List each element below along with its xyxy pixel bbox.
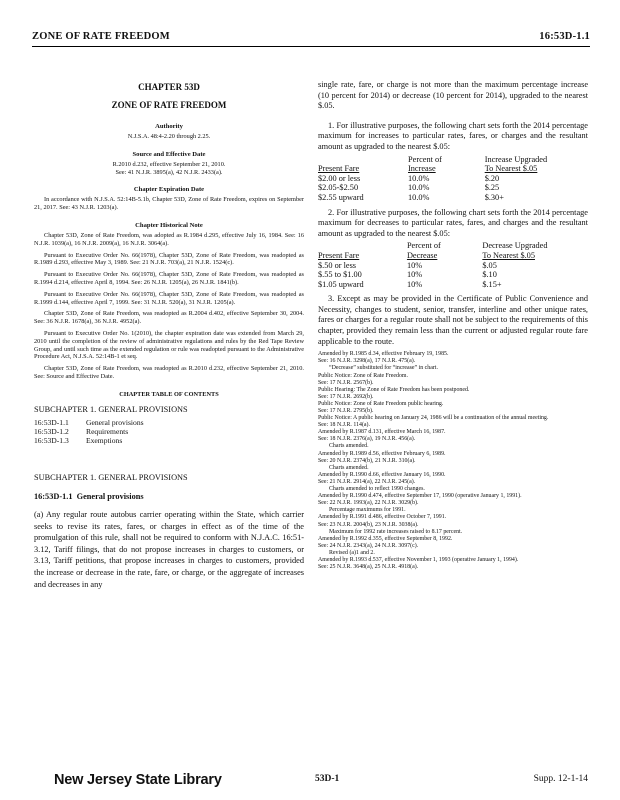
amendment-note: Amended by R.1990 d.66, effective January 16, 1990.: [318, 471, 446, 478]
chart-cell: $2.55 upward: [318, 192, 364, 202]
amendment-note: See: 17 N.J.R. 2795(b).: [318, 408, 374, 414]
history-heading: Chapter Historical Note: [135, 221, 203, 229]
amendment-note: Percentage maximums for 1991.: [329, 507, 406, 514]
chart-row: [318, 261, 588, 271]
chart-row: [318, 280, 588, 290]
chart-cell: 10%: [406, 279, 423, 289]
chart-row: [318, 241, 588, 251]
paragraph-a: (a) Any regular route autobus carrier operating within the State, which carrier seeks to revise its rates, fares, or charges in effect as of the time of the promulgation of this rule, shall not be required to conform with N.J.A.C. 16:51-3.12, Tariff filings, that do not propose increases in charges to customers, or 3.13, Tariff petitions, that propose increases in charges to customers, provided the increase or decrease in the rate, fare, or charge, or the aggregate of increases and decreases in any: [34, 510, 304, 589]
amendment-note: See: 21 N.J.R. 2914(a), 22 N.J.R. 245(a).: [318, 478, 416, 485]
amendment-note: See: 22 N.J.R. 1993(a), 22 N.J.R. 3029(b).: [318, 500, 419, 507]
intro-paragraph: single rate, fare, or charge is not more than the maximum percentage increase (10 percent for 2014) or decrease (10 percent for 2014), upgraded to the nearest $.05.: [318, 80, 588, 111]
toc-item-label: Requirements: [86, 426, 129, 436]
chapter-number: CHAPTER 53D: [138, 82, 200, 92]
chart-row: [318, 270, 588, 280]
chart-row: [318, 193, 588, 203]
chart-cell: $.50 or less: [318, 260, 357, 270]
amendment-note: Amended by R.1992 d.355, effective September 8, 1992.: [318, 535, 453, 542]
authority-heading: Authority: [155, 123, 183, 130]
amendment-note: See: 18 N.J.R. 114(a).: [318, 422, 370, 429]
chart-cell: 10%: [406, 260, 423, 270]
amendment-note: See: 17 N.J.R. 2692(b).: [318, 393, 374, 400]
amendment-note: Amended by R.1993 d.537, effective November 1, 1993 (operative January 1, 1994).: [318, 556, 519, 563]
chart-cell: Increase Upgraded: [484, 154, 548, 164]
header-section: 16:53D-1.1: [539, 31, 590, 42]
history-paragraph: Pursuant to Executive Order No. 66(1978), Chapter 53D, Zone of Rate Freedom, was readopted as R.1994 d.214, effective April 8, 1994. See: 26 N.J.R. 1205(a), 26 N.J.R. 1841(b).: [34, 271, 304, 286]
amendment-note: See: 24 N.J.R. 2343(a), 24 N.J.R. 3097(c).: [318, 542, 419, 549]
amendment-note: Charts amended.: [329, 443, 369, 450]
amendment-note: Amended by R.1991 d.486, effective October 7, 1991.: [318, 514, 447, 521]
toc-heading: CHAPTER TABLE OF CONTENTS: [119, 390, 219, 398]
chart-cell: Decrease Upgraded: [482, 241, 548, 251]
library-name: New Jersey State Library: [54, 772, 222, 788]
amendment-note: Public Notice: Zone of Rate Freedom.: [318, 372, 408, 379]
chart-cell: $.25: [484, 183, 500, 193]
chart-cell: $1.05 upward: [318, 279, 364, 289]
toc-item-number: 16:53D-1.2: [34, 426, 69, 436]
amendment-note: Amended by R.1987 d.131, effective March 16, 1987.: [318, 429, 446, 436]
supplement-date: Supp. 12-1-14: [533, 774, 588, 784]
toc-item-label: General provisions: [86, 417, 144, 427]
history-paragraph: Pursuant to Executive Order No. 66(1978), Chapter 53D, Zone of Rate Freedom, was readopted as R.1999 d.144, effective April 7, 1999. See: 31 N.J.R. 520(a), 31 N.J.R. 1205(a).: [34, 290, 304, 306]
toc-item-number: 16:53D-1.1: [34, 417, 69, 427]
chart-cell: 10.0%: [408, 173, 430, 183]
source-line-2: See: 41 N.J.R. 3895(a), 42 N.J.R. 2433(a).: [115, 168, 223, 176]
body-subchapter: SUBCHAPTER 1. GENERAL PROVISIONS: [34, 473, 188, 483]
expiration-heading: Chapter Expiration Date: [133, 186, 205, 194]
history-paragraph: Chapter 53D, Zone of Rate Freedom, was adopted as R.1984 d.295, effective July 16, 1984. See: 16 N.J.R. 1039(a), 16 N.J.R. 2009(a), 16 N.J.R. 3064(a).: [34, 231, 304, 247]
chart-cell: $.10: [482, 270, 497, 280]
amendment-note: Charts amended.: [329, 464, 369, 471]
decrease-chart: [318, 241, 588, 289]
amendment-note: Revised (a)1 and 2.: [329, 549, 375, 556]
expiration-text: In accordance with N.J.S.A. 52:14B-5.1b, Chapter 53D, Zone of Rate Freedom, expires on September 21, 2017. See: 43 N.J.R. 1203(a).: [34, 196, 304, 212]
history-paragraph: Chapter 53D, Zone of Rate Freedom, was readopted as R.2004 d.402, effective September 30, 2004. See: 36 N.J.R. 1678(a), 36 N.J.R. 4952(a).: [34, 310, 304, 326]
toc-list: [34, 418, 304, 446]
chart-row: [318, 155, 588, 165]
running-header: [32, 30, 590, 47]
amendment-note: Public Notice: Zone of Rate Freedom public hearing.: [318, 400, 444, 407]
chart-row: [318, 174, 588, 184]
chart-cell: $.20: [484, 173, 500, 183]
history-paragraph: Chapter 53D, Zone of Rate Freedom, was readopted as R.2010 d.232, effective September 21, 2010. See: Source and Effective Date.: [34, 365, 304, 380]
chart-cell: 10.0%: [408, 183, 430, 193]
chart-cell: Present Fare: [318, 164, 360, 174]
section-number: 16:53D-1.1: [34, 492, 73, 502]
history-paragraph: Pursuant to Executive Order No. 66(1978), Chapter 53D, Zone of Rate Freedom, was readopted as R.1989 d.293, effective May 3, 1989. See: 21 N.J.R. 703(a), 21 N.J.R. 1524(c).: [34, 251, 304, 267]
amendment-note: See: 18 N.J.R. 2376(a), 19 N.J.R. 456(a).: [318, 436, 416, 443]
chart-cell: 10.0%: [408, 192, 430, 202]
chart-cell: $.30+: [484, 192, 504, 202]
amendment-notes: [318, 351, 588, 571]
chart-cell: $.15+: [482, 279, 502, 289]
amendment-note: See: 17 N.J.R. 2567(b).: [318, 379, 374, 386]
history-paragraph: Pursuant to Executive Order No. 1(2010), the chapter expiration date was extended from March 29, 2010 until the completion of the review of administrative regulations and rules by the Red Tape Review Group, and until such time as the extended regulation or rule was readopted pursuant to the Administrative Procedure Act, N.J.S.A. 52:14B-1 et seq.: [34, 329, 304, 361]
right-column: [318, 80, 588, 571]
item-2: 2. For illustrative purposes, the following chart sets forth the 2014 percentage maximum for decreases to particular rates, fares, and charges and the resultant amount as upgraded to the nearest $.05:: [318, 207, 588, 238]
toc-subchapter: SUBCHAPTER 1. GENERAL PROVISIONS: [34, 404, 188, 414]
chart-row: [318, 164, 588, 174]
left-column: [34, 80, 304, 590]
item-3: 3. Except as may be provided in the Certificate of Public Convenience and Necessity, changes to student, senior, transfer, interline and other unique rates, fares or charges for a regular route shall not be subject to the requirements of this chapter, provided they remain less than the current or adjusted regular route fare applicable to the route.: [318, 294, 588, 346]
chart-cell: Increase: [408, 164, 436, 174]
chapter-title: ZONE OF RATE FREEDOM: [111, 100, 227, 110]
amendment-note: See: 23 N.J.R. 2004(b), 23 N.J.R. 3038(a).: [318, 521, 419, 528]
chart-cell: Decrease: [406, 250, 438, 260]
amendment-note: Charts amended to reflect 1990 changes.: [329, 486, 425, 493]
chart-cell: Present Fare: [318, 250, 360, 260]
source-line-1: R.2010 d.232, effective September 21, 2010.: [112, 160, 226, 168]
toc-item-label: Exemptions: [86, 436, 123, 446]
amendment-note: “Decrease” substituted for “increase” in chart.: [329, 365, 438, 372]
toc-item: [34, 418, 304, 427]
amendment-note: Amended by R.1989 d.56, effective February 6, 1989.: [318, 450, 446, 457]
section-title: General provisions: [76, 492, 144, 502]
source-heading: Source and Effective Date: [132, 150, 206, 158]
page-footer: [32, 772, 590, 792]
page-number: 53D-1: [315, 774, 340, 784]
amendment-note: Amended by R.1985 d.34, effective February 19, 1985.: [318, 351, 449, 358]
header-title: ZONE OF RATE FREEDOM: [32, 31, 170, 42]
amendment-note: Amended by R.1990 d.474, effective September 17, 1990 (operative January 1, 1991).: [318, 493, 522, 500]
amendment-note: Maximum for 1992 rate increases raised to 8.17 percent.: [329, 528, 463, 535]
amendment-note: Public Notice: A public hearing on January 24, 1986 will be a continuation of the annual meeting.: [318, 415, 549, 422]
chart-cell: To Nearest $.05: [484, 164, 538, 174]
chart-cell: 10%: [406, 270, 423, 280]
amendment-note: Public Hearing: The Zone of Rate Freedom has been postponed.: [318, 386, 470, 393]
chart-cell: $2.05-$2.50: [318, 183, 359, 193]
toc-item: [34, 436, 304, 445]
amendment-note: See: 20 N.J.R. 2374(b), 21 N.J.R. 310(a).: [318, 457, 416, 464]
chart-cell: Percent of: [408, 154, 442, 164]
increase-chart: [318, 155, 588, 203]
chart-cell: $2.00 or less: [318, 173, 361, 183]
toc-item-number: 16:53D-1.3: [34, 436, 69, 446]
chart-row: [318, 183, 588, 193]
amendment-note: See: 16 N.J.R. 3298(a), 17 N.J.R. 475(a).: [318, 358, 416, 365]
chart-cell: $.05: [482, 260, 497, 270]
section-heading: [34, 492, 304, 503]
chart-cell: $.55 to $1.00: [318, 270, 362, 280]
chart-cell: Percent of: [406, 241, 441, 251]
history-notes: [34, 232, 304, 381]
amendment-note: See: 25 N.J.R. 3648(a), 25 N.J.R. 4918(a).: [318, 564, 419, 571]
authority-text: N.J.S.A. 48:4-2.20 through 2.25.: [127, 133, 211, 140]
chart-row: [318, 251, 588, 261]
chart-cell: To Nearest $.05: [482, 250, 535, 260]
toc-item: [34, 427, 304, 436]
item-1: 1. For illustrative purposes, the following chart sets forth the 2014 percentage maximum for increases to particular rates, fares, or charges and the resultant amount as upgraded to the nearest $.05:: [318, 120, 588, 151]
